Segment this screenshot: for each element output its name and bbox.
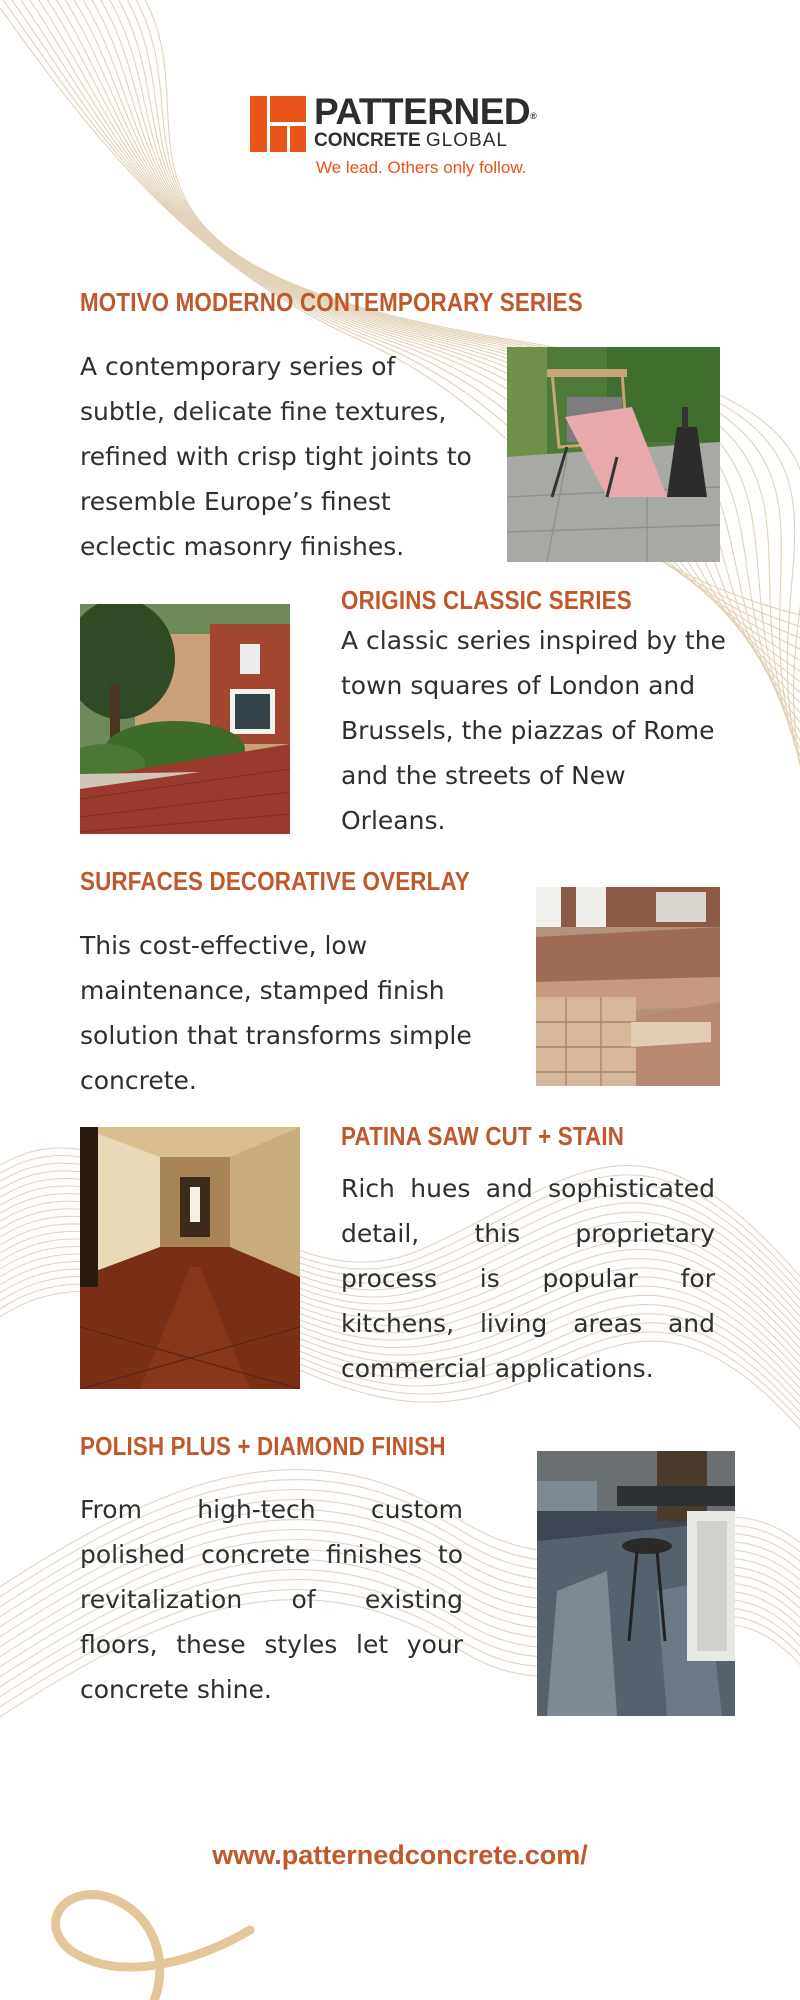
brand-logo [250,91,560,186]
decorative-swirl [56,1895,250,2000]
brand-tagline: We lead. Others only follow. [316,158,527,177]
stained-hallway-image [80,1127,300,1389]
logo-mark-icon [250,96,306,152]
section-text-patina: Rich hues and sophisticated detail, this proprietary process is popular for kitchens, living areas and commercial applications. [341,1174,715,1383]
section-title-polish: POLISH PLUS + DIAMOND FINISH [80,1431,446,1461]
section-title-origins: ORIGINS CLASSIC SERIES [341,585,632,615]
polished-floor-image [537,1451,735,1716]
section-text-surfaces: This cost-effective, low maintenance, stamped finish solution that transforms simple concrete. [80,931,472,1095]
stone-steps-image [536,887,720,1086]
section-text-polish: From high-tech custom polished concrete finishes to revitalization of existing floors, these styles let your concrete shine. [80,1495,463,1704]
section-title-motivo: MOTIVO MODERNO CONTEMPORARY SERIES [80,287,583,317]
section-title-surfaces: SURFACES DECORATIVE OVERLAY [80,866,470,896]
section-text-motivo: A contemporary series of subtle, delicate fine textures, refined with crisp tight joints to resemble Europe’s finest eclectic masonry finishes. [80,352,472,561]
patio-chair-image [507,347,720,562]
brand-name: PATTERNED® [314,91,537,132]
brand-subtitle: CONCRETE GLOBAL [314,130,508,151]
brick-driveway-image [80,604,290,834]
section-title-patina: PATINA SAW CUT + STAIN [341,1121,625,1151]
section-text-origins: A classic series inspired by the town squares of London and Brussels, the piazzas of Rome and the streets of New Orleans. [341,626,726,835]
website-link[interactable]: www.patternedconcrete.com/ [212,1840,588,1870]
